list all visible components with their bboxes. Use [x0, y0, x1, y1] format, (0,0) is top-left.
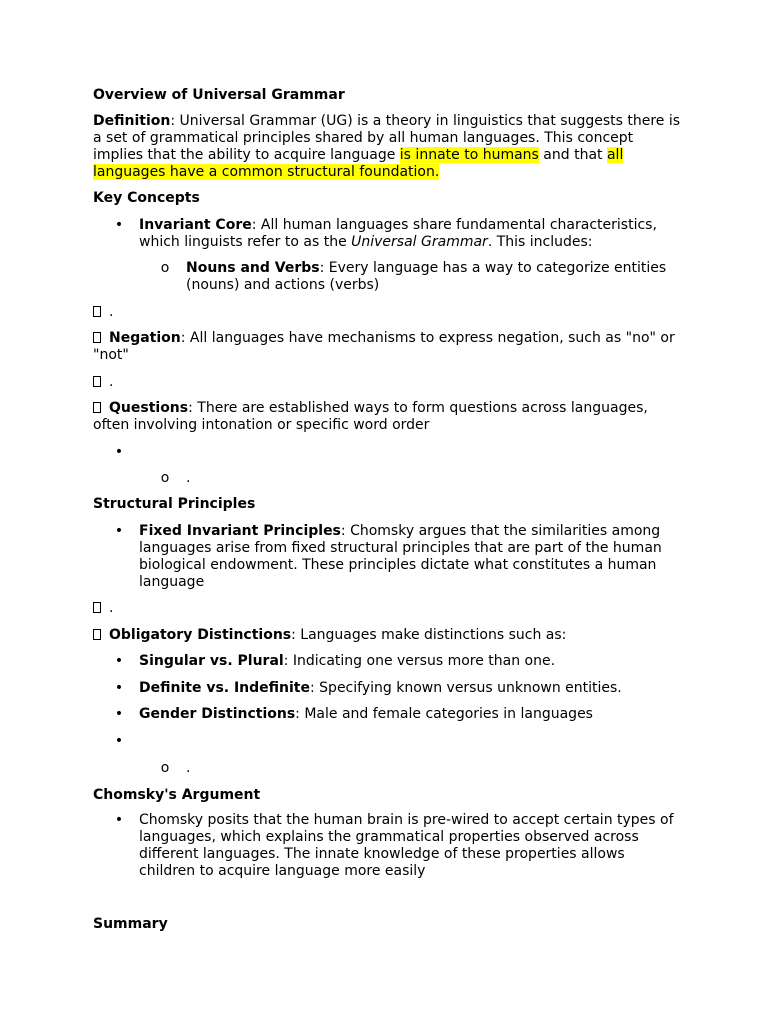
structural-principles-heading: Structural Principles — [93, 496, 256, 512]
sub-bullet-marker: o — [160, 470, 170, 486]
bullet-marker: • — [114, 444, 124, 460]
bullet-marker: • — [114, 217, 124, 233]
bullet-marker: • — [114, 733, 124, 749]
obligatory-distinctions-item: Obligatory Distinctions: Languages make distinctions such as: — [93, 627, 683, 644]
bullet-marker: • — [114, 523, 124, 539]
missing-glyph-icon — [93, 602, 101, 613]
placeholder-line: . — [93, 374, 683, 391]
sub-bullet-marker: o — [160, 260, 170, 276]
distinction-item: Singular vs. Plural: Indicating one versus more than one. — [139, 653, 556, 669]
document-title: Overview of Universal Grammar — [93, 87, 345, 103]
key-concepts-heading: Key Concepts — [93, 190, 200, 206]
definition-label: Definition — [93, 113, 171, 129]
distinction-item: Definite vs. Indefinite: Specifying known versus unknown entities. — [139, 680, 622, 696]
bullet-marker: • — [114, 812, 124, 828]
invariant-core-item: Invariant Core: All human languages share fundamental characteristics, which linguists refer to as the Universal Grammar. This includes: — [139, 217, 657, 250]
missing-glyph-icon — [93, 376, 101, 387]
missing-glyph-icon — [93, 332, 101, 343]
missing-glyph-icon — [93, 629, 101, 640]
placeholder-line: . — [93, 304, 683, 321]
definition-paragraph: Definition: Universal Grammar (UG) is a theory in linguistics that suggests there is a set of grammatical principles shared by all human languages. This concept implies that the ability to acquire language is innate to humans and that all languages have a common structural foundation. — [93, 113, 681, 180]
placeholder-line: . — [93, 600, 683, 617]
highlight-innate: is innate to humans — [399, 147, 539, 163]
negation-item: Negation: All languages have mechanisms to express negation, such as "no" or "not" — [93, 330, 675, 363]
missing-glyph-icon — [93, 402, 101, 413]
chomsky-argument-heading: Chomsky's Argument — [93, 787, 261, 803]
placeholder-line: . — [186, 760, 191, 776]
placeholder-line: . — [186, 470, 191, 486]
bullet-marker: • — [114, 680, 124, 696]
bullet-marker: • — [114, 653, 124, 669]
bullet-marker: • — [114, 706, 124, 722]
nouns-verbs-item: Nouns and Verbs: Every language has a way to categorize entities (nouns) and actions (verbs) — [186, 260, 667, 293]
summary-heading: Summary — [93, 916, 168, 932]
sub-bullet-marker: o — [160, 760, 170, 776]
distinction-item: Gender Distinctions: Male and female categories in languages — [139, 706, 593, 722]
questions-item: Questions: There are established ways to form questions across languages, often involving intonation or specific word order — [93, 400, 648, 433]
highlight-common-foundation: all languages have a common structural foundation. — [93, 147, 624, 180]
fixed-principles-item: Fixed Invariant Principles: Chomsky argues that the similarities among languages arise from fixed structural principles that are part of the human biological endowment. These principles dictate what constitutes a human language — [139, 523, 662, 590]
chomsky-argument-item: Chomsky posits that the human brain is pre-wired to accept certain types of languages, which explains the grammatical properties observed across different languages. The innate knowledge of these properties allows children to acquire language more easily — [139, 812, 674, 879]
missing-glyph-icon — [93, 306, 101, 317]
